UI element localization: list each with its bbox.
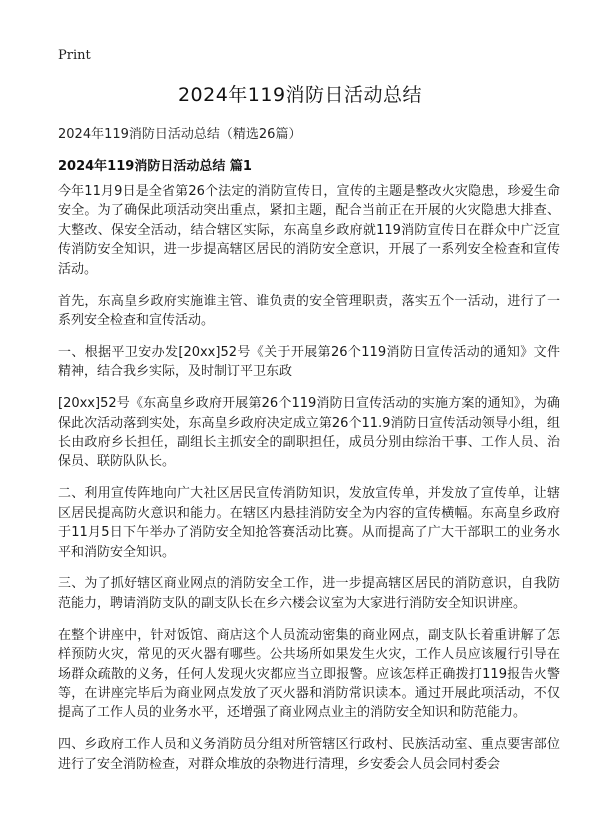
paragraph-6: 三、为了抓好辖区商业网点的消防安全工作，进一步提高辖区居民的消防意识，自我防范能力，聘请消防支队的副支队长在乡六楼会议室为大家进行消防安全知识讲座。 <box>58 576 560 611</box>
page-title: 2024年119消防日活动总结 <box>177 84 423 106</box>
paragraph-3: 一、根据平卫安办发[20xx]52号《关于开展第26个119消防日宣传活动的通知》文件精神，结合我乡实际，及时制订平卫东政 <box>58 344 560 380</box>
section-heading: 2024年119消防日活动总结 篇1 <box>58 159 252 174</box>
paragraph-1: 今年11月9日是全省第26个法定的消防宣传日，宣传的主题是整改火灾隐患，珍爱生命安全。为了确保此项活动突出重点，紧扣主题，配合当前正在开展的火灾隐患大排查、大整改、保安全活动，结合辖区实际，东高皇乡政府就119消防宣传日在群众中广泛宣传消防安全知识，进一步提高辖区居民的消防安全意识，开展了一系列安全检查和宣传活动。 <box>58 184 560 277</box>
paragraph-4: [20xx]52号《东高皇乡政府开展第26个119消防日宣传活动的实施方案的通知》，为确保此次活动落到实处，东高皇乡政府决定成立第26个11.9消防日宣传活动领导小组，组长由政府乡长担任，副组长主抓安全的副职担任，成员分别由综治干事、工作人员、治保员、联防队队长。 <box>58 396 560 470</box>
paragraph-7: 在整个讲座中，针对饭馆、商店这个人员流动密集的商业网点，副支队长着重讲解了怎样预防火灾，常见的灭火器有哪些。公共场所如果发生火灾，工作人员应该履行引导在场群众疏散的义务，任何人发现火灾都应当立即报警。应该怎样正确拨打119报告火警等，在讲座完毕后为商业网点发放了灭火器和消防常识读本。通过开展此项活动，不仅提高了工作人员的业务水平，还增强了商业网点业主的消防安全知识和防范能力。 <box>58 627 560 721</box>
paragraph-5: 二、利用宣传阵地向广大社区居民宣传消防知识，发放宣传单，并发放了宣传单，让辖区居民提高防火意识和能力。在辖区内悬挂消防安全为内容的宣传横幅。东高皇乡政府于11月5日下午举办了消防安全知抢答赛活动比赛。从而提高了广大干部职工的业务水平和消防安全知识。 <box>58 486 560 560</box>
print-label: Print <box>58 48 91 63</box>
document-subtitle: 2024年119消防日活动总结（精选26篇） <box>58 127 302 142</box>
article-body <box>58 182 560 787</box>
paragraph-2: 首先，东高皇乡政府实施谁主管、谁负责的安全管理职责，落实五个一活动，进行了一系列安全检查和宣传活动。 <box>58 293 560 328</box>
paragraph-8: 四、乡政府工作人员和义务消防员分组对所管辖区行政村、民族活动室、重点要害部位进行了安全消防检查，对群众堆放的杂物进行清理，乡安委会人员会同村委会 <box>58 737 560 772</box>
